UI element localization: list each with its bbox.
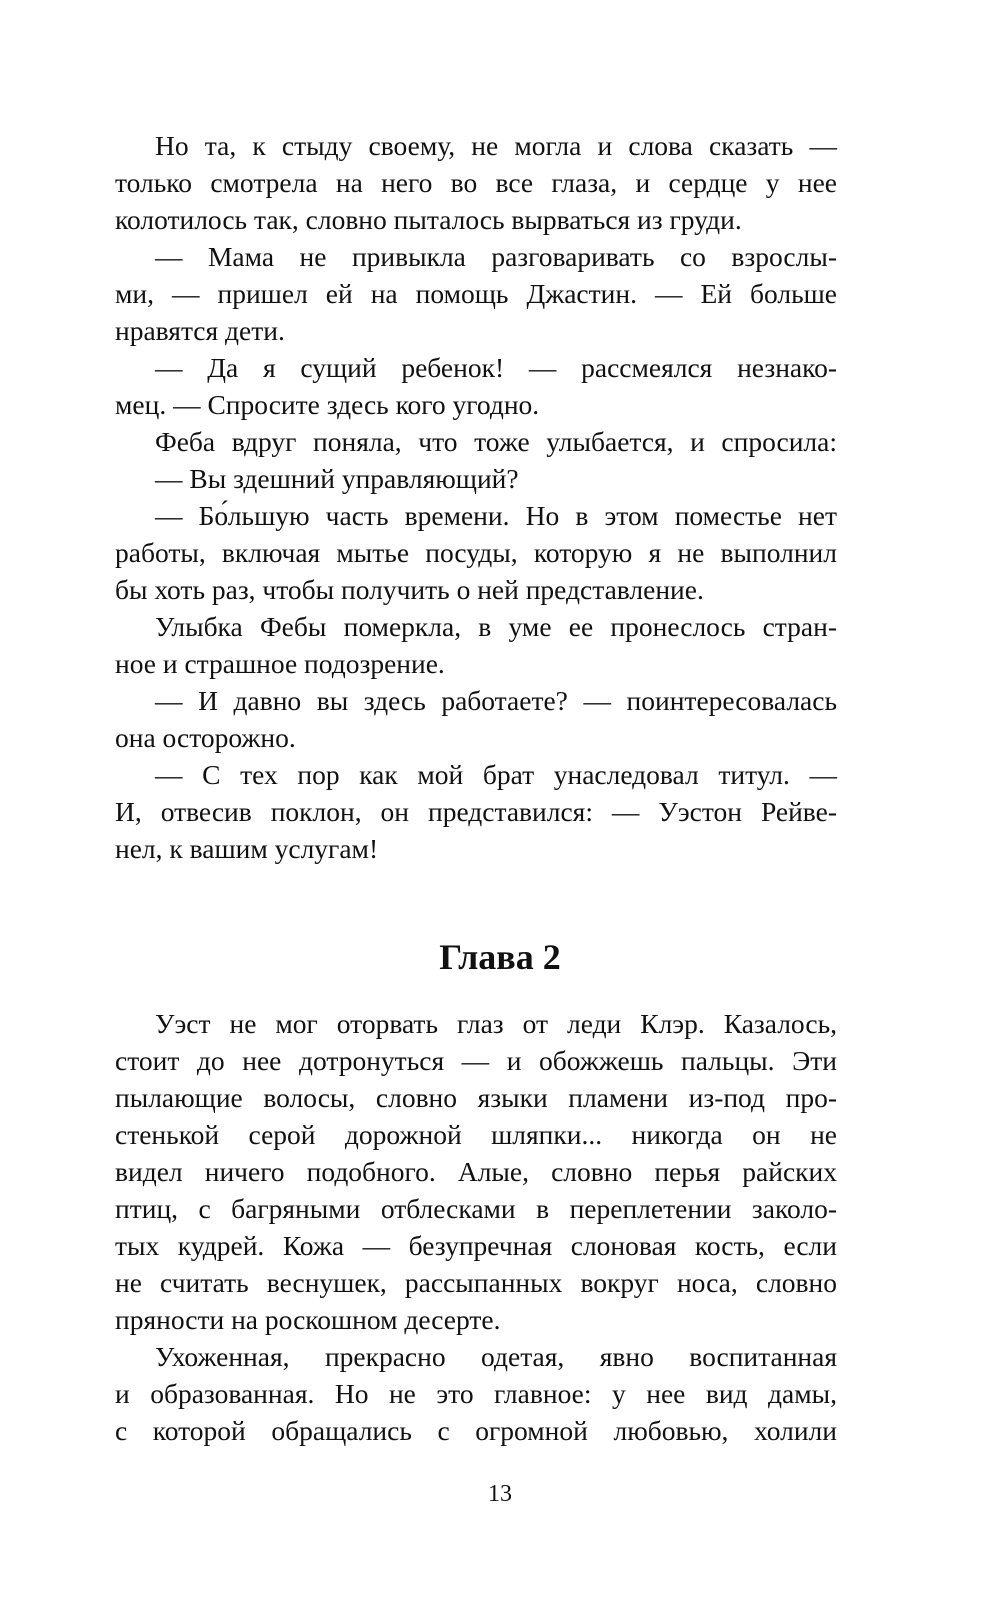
text-line: — Бо́льшую часть времени. Но в этом поместье нет	[155, 500, 837, 531]
text-line: видел ничего подобного. Алые, словно перья райских	[115, 1156, 837, 1187]
text-line: с которой обращались с огромной любовью, холили	[115, 1415, 837, 1446]
text-line: — Мама не привыкла разговаривать со взрослы-	[155, 241, 837, 272]
text-line: тых кудрей. Кожа — безупречная слоновая кость, если	[115, 1230, 837, 1261]
chapter-heading: Глава 2	[439, 937, 561, 977]
text-line: она осторожно.	[115, 722, 296, 753]
text-section-after-chapter	[115, 1005, 837, 1449]
text-line: не считать веснушек, рассыпанных вокруг носа, словно	[115, 1267, 837, 1298]
text-line: Уэст не мог оторвать глаз от леди Клэр. Казалось,	[155, 1008, 837, 1039]
text-line: стоит до нее дотронуться — и обожжешь пальцы. Эти	[115, 1045, 837, 1076]
text-line: — С тех пор как мой брат унаследовал титул. —	[155, 759, 837, 790]
text-line: Феба вдруг поняла, что тоже улыбается, и спросила:	[155, 426, 837, 457]
text-line: бы хоть раз, чтобы получить о ней представление.	[115, 574, 704, 605]
text-line: стенькой серой дорожной шляпки... никогда он не	[115, 1119, 837, 1150]
text-section-before-chapter	[115, 127, 837, 867]
text-line: нел, к вашим услугам!	[115, 833, 379, 864]
text-line: работы, включая мытье посуды, которую я не выполнил	[115, 537, 837, 568]
text-line: пылающие волосы, словно языки пламени из-под про-	[115, 1082, 837, 1113]
text-line: — Да я сущий ребенок! — рассмеялся незнако-	[155, 352, 837, 383]
text-line: нравятся дети.	[115, 315, 285, 346]
text-line: колотилось так, словно пыталось вырваться из груди.	[115, 204, 742, 235]
text-line: и образованная. Но не это главное: у нее вид дамы,	[115, 1378, 837, 1409]
text-line: ми, — пришел ей на помощь Джастин. — Ей больше	[115, 278, 837, 309]
text-line: птиц, с багряными отблесками в переплетении заколо-	[115, 1193, 837, 1224]
page-number: 13	[488, 1481, 512, 1507]
text-line: Но та, к стыду своему, не могла и слова сказать —	[155, 130, 837, 161]
text-line: — И давно вы здесь работаете? — поинтересовалась	[155, 685, 837, 716]
text-line: И, отвесив поклон, он представился: — Уэстон Рейве-	[115, 796, 837, 827]
text-line: ное и страшное подозрение.	[115, 648, 445, 679]
text-line: пряности на роскошном десерте.	[115, 1304, 501, 1335]
text-line: Улыбка Фебы померкла, в уме ее пронеслось стран-	[155, 611, 837, 642]
text-line: Ухоженная, прекрасно одетая, явно воспитанная	[155, 1341, 837, 1372]
text-line: — Вы здешний управляющий?	[155, 463, 519, 494]
text-line: только смотрела на него во все глаза, и сердце у нее	[115, 167, 837, 198]
text-line: мец. — Спросите здесь кого угодно.	[115, 389, 540, 420]
